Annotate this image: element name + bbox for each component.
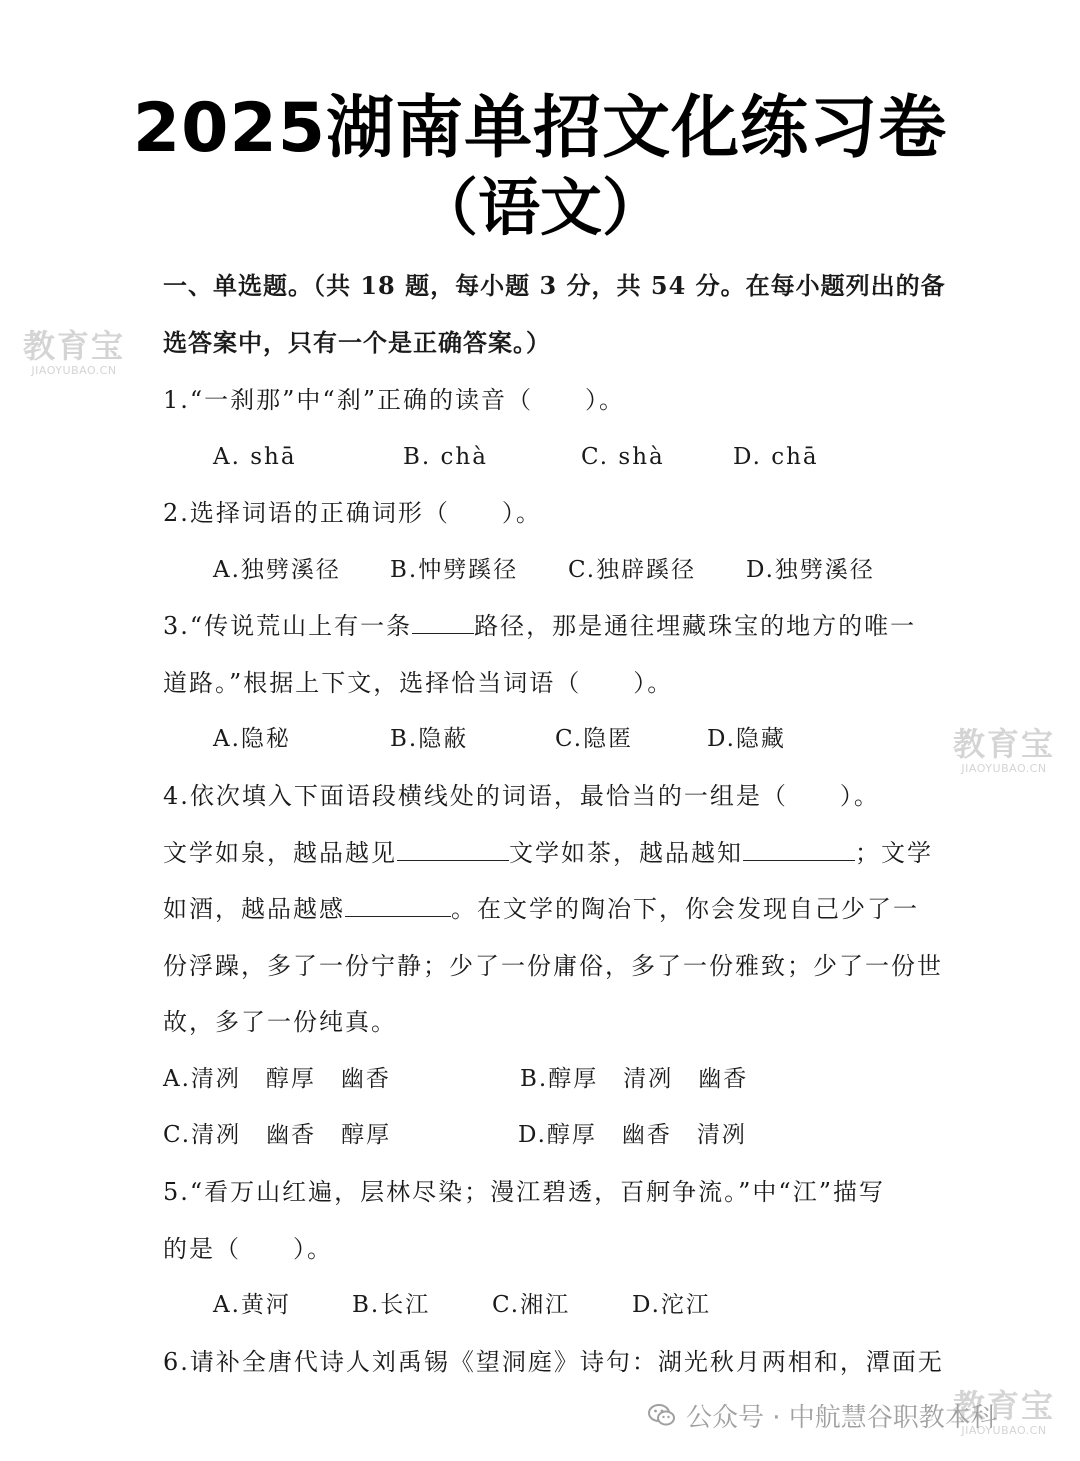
- q3-option-d: D.隐藏: [707, 726, 786, 752]
- q4-p2b: 。在文学的陶冶下，你会发现自己少了一: [451, 895, 919, 923]
- q4-blank-2: [743, 838, 855, 861]
- q1-option-d: D. chā: [733, 444, 819, 470]
- q4-passage-line1: [163, 837, 933, 869]
- q4-p1a: 文学如泉，越品越见: [163, 839, 397, 867]
- section-heading-line2: 选答案中，只有一个是正确答案。）: [163, 328, 551, 357]
- watermark-logo-text: 教育宝: [952, 725, 1055, 763]
- q4-p1b: 文学如茶，越品越知: [509, 839, 743, 867]
- watermark-url: JIAOYUBAO.CN: [31, 364, 117, 377]
- q3-option-b: B.隐蔽: [390, 726, 469, 752]
- q2-option-b: B.忡劈蹊径: [390, 557, 519, 583]
- page-title: 2025湖南单招文化练习卷: [132, 89, 948, 168]
- watermark-logo-text: 教育宝: [22, 327, 125, 365]
- q4-blank-3: [345, 894, 451, 917]
- q1-option-b: B. chà: [403, 444, 488, 470]
- watermark-logo-text: 教育宝: [952, 1387, 1055, 1425]
- q4-p1c: ；文学: [855, 839, 933, 867]
- q5-option-c: C.湘江: [492, 1292, 571, 1318]
- question-3: [163, 610, 923, 642]
- question-3-line2: 道路。”根据上下文，选择恰当词语（ ）。: [163, 669, 674, 697]
- q4-option-b: B.醇厚 清冽 幽香: [520, 1066, 749, 1092]
- footer-text: 公众号 · 中航慧谷职教本科: [686, 1403, 997, 1433]
- q2-option-c: C.独辟蹊径: [568, 557, 697, 583]
- question-5: 5.“看万山红遍，层林尽染；漫江碧透，百舸争流。”中“江”描写: [163, 1178, 885, 1206]
- q4-passage-line4: 故，多了一份纯真。: [163, 1008, 397, 1036]
- watermark-right: [948, 726, 1060, 776]
- q2-option-a: A.独劈溪径: [213, 557, 341, 583]
- q4-option-d: D.醇厚 幽香 清冽: [518, 1122, 747, 1148]
- question-2: 2.选择词语的正确词形（ ）。: [163, 499, 542, 527]
- q3-text-after: 路径，那是通往埋藏珠宝的地方的唯一: [474, 612, 917, 640]
- watermark-left: [18, 328, 130, 378]
- question-6: 6.请补全唐代诗人刘禹锡《望洞庭》诗句：湖光秋月两相和，潭面无: [163, 1348, 944, 1376]
- q3-text-before: 3.“传说荒山上有一条: [163, 612, 413, 640]
- q3-option-c: C.隐匿: [555, 726, 634, 752]
- q4-blank-1: [397, 838, 509, 861]
- q1-option-a: A. shā: [213, 444, 297, 470]
- q4-option-c: C.清冽 幽香 醇厚: [163, 1122, 392, 1148]
- watermark-url: JIAOYUBAO.CN: [961, 762, 1047, 775]
- q5-option-b: B.长江: [352, 1292, 431, 1318]
- q5-option-d: D.沱江: [632, 1292, 711, 1318]
- section-heading-line1: 一、单选题。（共 18 题，每小题 3 分，共 54 分。在每小题列出的备: [163, 271, 946, 300]
- page-subtitle: （语文）: [415, 171, 664, 244]
- wechat-icon: [648, 1401, 676, 1437]
- q3-option-a: A.隐秘: [213, 726, 291, 752]
- question-4: 4.依次填入下面语段横线处的词语，最恰当的一组是（ ）。: [163, 782, 880, 810]
- question-1: 1.“一刹那”中“刹”正确的读音（ ）。: [163, 386, 625, 414]
- wechat-footer: [648, 1400, 997, 1437]
- q4-passage-line2: [163, 893, 923, 925]
- q4-p2a: 如酒，越品越感: [163, 895, 345, 923]
- q4-option-a: A.清冽 醇厚 幽香: [163, 1066, 391, 1092]
- watermark-url: JIAOYUBAO.CN: [961, 1424, 1047, 1437]
- q4-passage-line3: 份浮躁，多了一份宁静；少了一份庸俗，多了一份雅致；少了一份世: [163, 952, 943, 980]
- question-5-line2: 的是（ ）。: [163, 1235, 333, 1263]
- q5-option-a: A.黄河: [213, 1292, 291, 1318]
- q1-option-c: C. shà: [581, 444, 665, 470]
- q3-blank: [412, 611, 474, 634]
- q2-option-d: D.独劈溪径: [746, 557, 875, 583]
